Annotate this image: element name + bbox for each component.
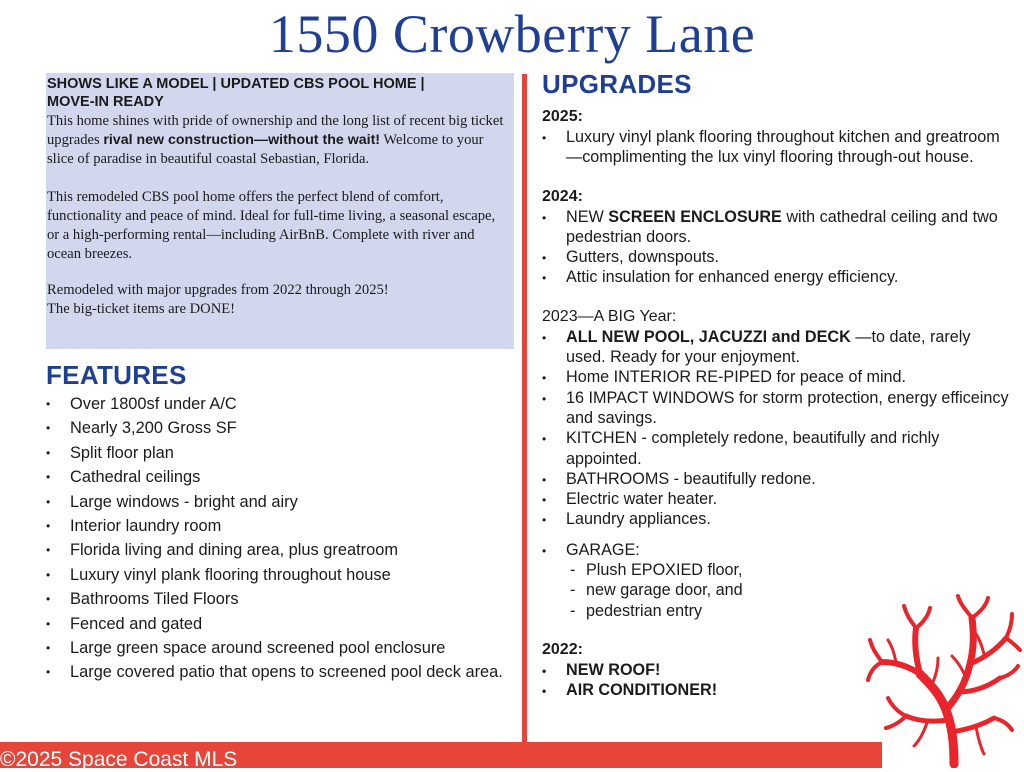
bullet-icon: • bbox=[542, 472, 547, 487]
bullet-icon: • bbox=[542, 543, 547, 558]
bullet-icon: • bbox=[46, 519, 51, 534]
upgrade-item bbox=[542, 388, 1012, 429]
intro-p1-text-a: This home shines with pride of ownership and the long list of recent big ticket upgrades bbox=[47, 113, 504, 148]
feature-item bbox=[46, 392, 503, 416]
upgrade-item bbox=[542, 247, 1012, 267]
dash-icon: - bbox=[570, 561, 576, 580]
upgrade-text: Attic insulation for enhanced energy efficiency. bbox=[566, 268, 899, 287]
garage-sub-text: Plush EPOXIED floor, bbox=[586, 561, 743, 580]
feature-item bbox=[46, 441, 503, 465]
feature-text: Interior laundry room bbox=[70, 517, 222, 536]
feature-item bbox=[46, 660, 503, 684]
upgrade-item-garage bbox=[542, 540, 1012, 560]
bullet-icon: • bbox=[46, 616, 51, 631]
upgrade-item bbox=[542, 207, 1012, 248]
bullet-icon: • bbox=[46, 421, 51, 436]
intro-headline-line2: MOVE-IN READY bbox=[47, 94, 164, 110]
garage-sub-text: new garage door, and bbox=[586, 581, 743, 600]
footer-copyright: ©2025 Space Coast MLS bbox=[0, 748, 238, 771]
bullet-icon: • bbox=[542, 271, 547, 286]
upgrade-text-bold: SCREEN ENCLOSURE bbox=[608, 207, 782, 226]
year-2023-list bbox=[542, 327, 1012, 530]
upgrade-text-post: —to date, rarely used. Ready for your enjoyment. bbox=[566, 327, 971, 367]
upgrade-item bbox=[542, 428, 1012, 469]
upgrades-heading: UPGRADES bbox=[542, 69, 692, 99]
feature-item bbox=[46, 587, 503, 611]
red-coral-icon bbox=[862, 592, 1022, 768]
intro-p1-bold: rival new construction—without the wait! bbox=[103, 132, 381, 148]
intro-p3-line1: Remodeled with major upgrades from 2022 through 2025! bbox=[47, 282, 389, 298]
year-2025-list bbox=[542, 127, 1012, 168]
feature-item bbox=[46, 538, 503, 562]
feature-item bbox=[46, 636, 503, 660]
feature-text: Cathedral ceilings bbox=[70, 468, 201, 487]
bullet-icon: • bbox=[542, 493, 547, 508]
year-2023-label: 2023—A BIG Year: bbox=[542, 307, 677, 325]
feature-text: Large covered patio that opens to screened pool deck area. bbox=[70, 663, 503, 682]
upgrade-text: Home INTERIOR RE-PIPED for peace of mind. bbox=[566, 368, 907, 387]
upgrade-item bbox=[542, 509, 1012, 529]
upgrade-text: AIR CONDITIONER! bbox=[566, 681, 718, 700]
year-2024-label: 2024: bbox=[542, 187, 583, 205]
upgrade-text-post: with cathedral ceiling and two pedestrian doors. bbox=[566, 207, 998, 246]
upgrade-text: KITCHEN - completely redone, beautifully and richly appointed. bbox=[566, 429, 940, 468]
garage-list bbox=[542, 540, 1012, 560]
upgrade-text-pre: NEW bbox=[566, 207, 609, 226]
intro-paragraph-2: This remodeled CBS pool home offers the perfect blend of comfort, functionality and peace of mind. Ideal for full-time living, a seasonal escape, or a high-performing rental—including AirBnB. Complete with river and ocean breezes. bbox=[47, 189, 496, 262]
bullet-icon: • bbox=[46, 494, 51, 509]
bullet-icon: • bbox=[46, 470, 51, 485]
feature-item bbox=[46, 416, 503, 440]
bullet-icon: • bbox=[542, 432, 547, 447]
feature-item bbox=[46, 612, 503, 636]
page-title: 1550 Crowberry Lane bbox=[268, 4, 756, 64]
intro-paragraph-3 bbox=[47, 281, 510, 319]
intro-headline-line1: SHOWS LIKE A MODEL | UPDATED CBS POOL HOME | bbox=[47, 76, 425, 92]
intro-headline bbox=[47, 75, 510, 111]
garage-sub-text: pedestrian entry bbox=[586, 601, 703, 620]
bullet-icon: • bbox=[46, 543, 51, 558]
features-list bbox=[46, 392, 503, 685]
bullet-icon: • bbox=[542, 513, 547, 528]
year-2024-list bbox=[542, 207, 1012, 288]
feature-text: Nearly 3,200 Gross SF bbox=[70, 419, 237, 438]
bullet-icon: • bbox=[542, 684, 547, 699]
bullet-icon: • bbox=[542, 330, 547, 345]
upgrade-item bbox=[542, 267, 1012, 287]
garage-label: GARAGE: bbox=[566, 540, 640, 559]
feature-text: Bathrooms Tiled Floors bbox=[70, 590, 239, 609]
upgrade-text: BATHROOMS - beautifully redone. bbox=[566, 469, 816, 488]
intro-paragraph-1 bbox=[47, 112, 510, 169]
upgrade-text-bold: ALL NEW POOL, JACUZZI and DECK bbox=[566, 327, 851, 346]
bullet-icon: • bbox=[542, 131, 547, 145]
upgrade-text: Gutters, downspouts. bbox=[566, 248, 719, 267]
upgrade-item bbox=[542, 469, 1012, 489]
dash-icon: - bbox=[570, 601, 576, 620]
upgrade-item bbox=[542, 489, 1012, 509]
feature-item bbox=[46, 465, 503, 489]
bullet-icon: • bbox=[46, 567, 51, 582]
feature-item bbox=[46, 514, 503, 538]
features-heading: FEATURES bbox=[46, 360, 187, 390]
column-divider bbox=[522, 74, 527, 742]
bullet-icon: • bbox=[542, 391, 547, 406]
upgrade-text: Electric water heater. bbox=[566, 490, 718, 509]
dash-icon: - bbox=[570, 581, 576, 600]
upgrade-text: Luxury vinyl plank flooring throughout kitchen and greatroom —complimenting the lux vinyl flooring through-out house. bbox=[566, 128, 1000, 167]
bullet-icon: • bbox=[46, 665, 51, 680]
feature-text: Large green space around screened pool enclosure bbox=[70, 639, 446, 658]
year-2022-label: 2022: bbox=[542, 640, 583, 658]
upgrade-text: NEW ROOF! bbox=[566, 660, 661, 679]
bullet-icon: • bbox=[542, 371, 547, 386]
feature-item bbox=[46, 490, 503, 514]
upgrade-text: 16 IMPACT WINDOWS for storm protection, energy efficeincy and savings. bbox=[566, 388, 1009, 427]
upgrade-item bbox=[542, 127, 1012, 168]
feature-text: Florida living and dining area, plus greatroom bbox=[70, 541, 398, 560]
bullet-icon: • bbox=[46, 445, 51, 460]
upgrade-item bbox=[542, 327, 1012, 368]
bullet-icon: • bbox=[46, 592, 51, 607]
feature-text: Fenced and gated bbox=[70, 614, 203, 633]
bullet-icon: • bbox=[542, 210, 547, 225]
intro-box bbox=[46, 73, 514, 349]
feature-text: Over 1800sf under A/C bbox=[70, 395, 237, 413]
intro-p1-text-b: Welcome to your slice of paradise in beautiful coastal Sebastian, Florida. bbox=[47, 132, 484, 167]
upgrade-item bbox=[542, 367, 1012, 387]
intro-p3-line2: The big-ticket items are DONE! bbox=[47, 301, 236, 317]
upgrade-text: Laundry appliances. bbox=[566, 510, 711, 529]
garage-sub-item bbox=[570, 560, 1012, 580]
year-2025-label: 2025: bbox=[542, 108, 583, 125]
feature-text: Luxury vinyl plank flooring throughout house bbox=[70, 565, 391, 584]
bullet-icon: • bbox=[542, 251, 547, 266]
feature-text: Large windows - bright and airy bbox=[70, 492, 298, 511]
bullet-icon: • bbox=[46, 641, 51, 656]
bullet-icon: • bbox=[542, 663, 547, 678]
bullet-icon: • bbox=[46, 397, 51, 411]
feature-text: Split floor plan bbox=[70, 443, 174, 462]
feature-item bbox=[46, 563, 503, 587]
